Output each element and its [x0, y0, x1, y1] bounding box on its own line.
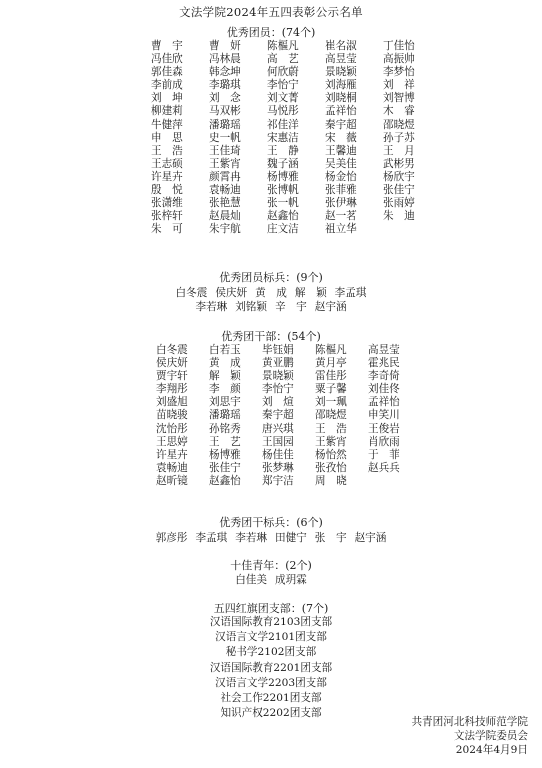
- member-name: 刘 祥: [383, 79, 415, 92]
- model-cadre-name: 田健宁: [275, 532, 307, 544]
- member-name: 曹 宇: [151, 40, 183, 52]
- cadre-name: 白冬震: [156, 344, 188, 356]
- cadre-name: 李奇倚: [368, 370, 400, 383]
- member-name: 张雨婷: [383, 197, 415, 210]
- member-name: 祖立华: [325, 223, 357, 236]
- cadre-name: 赵昕镜: [156, 474, 188, 487]
- member-name: 张博帆: [267, 184, 299, 197]
- member-name: 李怡宁: [267, 79, 299, 92]
- cadre-name: 张梦琳: [262, 461, 294, 474]
- cadre-name: 许星卉: [156, 448, 188, 461]
- member-name: 高振帅: [383, 53, 415, 66]
- cadre-name: 郑宇洁: [262, 474, 294, 487]
- signature-block: [411, 715, 528, 758]
- member-name: 王馨迪: [325, 144, 357, 157]
- cadre-name: 王思婷: [156, 435, 188, 448]
- red-flag-branch-item: 汉语国际教育2103团支部: [209, 616, 333, 628]
- model-members-line-1: [0, 285, 542, 300]
- member-name: 张艳慧: [209, 197, 241, 210]
- cadre-name: [368, 475, 421, 488]
- cadre-name: 赵兵兵: [368, 461, 400, 474]
- member-name: 丁佳怡: [383, 40, 415, 52]
- cadre-name: 高昱莹: [368, 344, 400, 356]
- member-name: 邵晓煜: [383, 118, 415, 131]
- model-cadre-name: 李若琳: [235, 532, 267, 544]
- member-name: 郭佳森: [151, 66, 183, 79]
- model-member-name: 李若琳: [195, 301, 228, 313]
- member-name: 庄文洁: [267, 223, 299, 236]
- section-heading-excellent-members: 优秀团员：(74个): [226, 26, 316, 39]
- member-name: 殷 悦: [151, 184, 183, 197]
- member-name: 马悦彤: [267, 105, 299, 118]
- model-cadre-name: 郭彦彤: [155, 532, 188, 544]
- cadre-name: 刘盛旭: [156, 396, 188, 409]
- member-name: 高昱莹: [325, 53, 357, 66]
- cadre-name: 霍兆民: [368, 357, 400, 370]
- member-name: 朱宇航: [209, 223, 241, 236]
- member-name: 王 浩: [151, 144, 183, 157]
- member-name: 张一帆: [267, 197, 299, 210]
- red-flag-branch-item: 秘书学2102团支部: [225, 646, 317, 659]
- member-name: 刘海雁: [325, 79, 357, 92]
- member-name: 高 艺: [267, 53, 299, 66]
- red-flag-branch-item: 汉语国际教育2201团支部: [209, 661, 333, 674]
- member-name: 吴美佳: [325, 157, 357, 170]
- member-name: 朱 迪: [383, 210, 415, 223]
- cadre-name: 黄月亭: [315, 357, 347, 370]
- member-name: 杨欣宇: [383, 170, 415, 183]
- cadre-name: 刘思宇: [209, 396, 241, 409]
- member-name: 申 思: [151, 131, 183, 144]
- member-name: 刘智博: [383, 92, 415, 105]
- member-name: 祁佳洋: [267, 118, 299, 131]
- model-member-name: 侯庆妍: [215, 287, 248, 299]
- cadre-name: 邵晓煜: [315, 409, 347, 422]
- member-name: [383, 223, 441, 236]
- cadre-name: 杨佳佳: [262, 448, 294, 461]
- member-name: 刘 坤: [151, 92, 183, 105]
- signature-org-line-2: 文法学院委员会: [453, 730, 528, 743]
- section-heading-top-youth: 十佳青年：(2个): [230, 559, 312, 572]
- cadre-name: 王俊岩: [368, 422, 400, 435]
- cadre-name: 毕钰娟: [262, 344, 294, 356]
- member-name: 陈樞凡: [267, 40, 299, 52]
- member-name: 曹 妍: [209, 40, 241, 52]
- member-name: 许星卉: [151, 170, 183, 183]
- member-name: 杨金怡: [325, 170, 357, 183]
- member-name: 赵晨灿: [209, 210, 241, 223]
- cadre-name: 景晓颖: [262, 370, 294, 383]
- section-heading-model-cadres: 优秀团干标兵：(6个): [219, 516, 323, 529]
- member-name: 牛健萍: [151, 118, 183, 131]
- model-members-line-2: [0, 299, 542, 314]
- member-name: 柳建莉: [151, 105, 183, 118]
- signature-org-line-1: 共青团河北科技师范学院: [411, 716, 528, 728]
- cadre-name: 刘一珮: [315, 396, 347, 409]
- member-name: 张潇维: [151, 197, 183, 210]
- member-name: 颜霄冉: [209, 170, 241, 183]
- red-flag-branch-item: 社会工作2201团支部: [220, 692, 322, 705]
- model-member-name: 辛 宇: [275, 301, 307, 313]
- member-name: 李前成: [151, 79, 183, 92]
- signature-date: 2024年4月9日: [455, 744, 528, 757]
- member-name: 袁畅迪: [209, 184, 241, 197]
- cadre-name: 王紫宵: [315, 435, 347, 448]
- model-cadre-name: 张 宇: [314, 532, 347, 544]
- cadre-name: 张孜怡: [315, 461, 347, 474]
- member-name: 王 静: [267, 144, 299, 157]
- excellent-members-grid: [151, 40, 441, 236]
- cadre-name: 刘 煊: [262, 396, 294, 409]
- member-name: 王志硕: [151, 157, 183, 170]
- page-title: 文法学院2024年五四表彰公示名单: [179, 5, 363, 19]
- member-name: 史一帆: [209, 131, 241, 144]
- cadre-name: 李翔彤: [156, 383, 188, 396]
- red-flag-branch-item: 汉语言文学2203团支部: [215, 676, 327, 689]
- section-heading-model-members: 优秀团员标兵：(9个): [219, 271, 323, 284]
- member-name: 王佳琦: [209, 144, 241, 157]
- cadre-name: 赵鑫怡: [209, 474, 241, 487]
- section-heading-cadres: 优秀团干部：(54个): [221, 330, 321, 343]
- cadres-grid: [156, 344, 446, 488]
- member-name: 刘文菁: [267, 92, 299, 105]
- member-name: 武彬男: [383, 157, 415, 170]
- model-cadre-name: 李孟琪: [195, 532, 228, 544]
- cadre-name: 刘佳佟: [368, 383, 400, 396]
- member-name: 崔名淑: [325, 40, 357, 52]
- member-name: 赵鑫怡: [267, 210, 299, 223]
- member-name: 刘 念: [209, 92, 241, 105]
- member-name: 潘璐瑶: [209, 118, 241, 131]
- model-member-name: 赵宇涵: [314, 301, 347, 313]
- member-name: 景晓颖: [325, 66, 357, 79]
- cadre-name: 孟祥怡: [368, 396, 400, 409]
- member-name: 赵一茗: [325, 210, 357, 223]
- member-name: 魏子涵: [267, 157, 299, 170]
- model-member-name: 解 颖: [294, 287, 327, 299]
- cadre-name: 粟子馨: [315, 383, 347, 396]
- red-flag-branch-list: [0, 615, 542, 721]
- member-name: 朱 可: [151, 223, 183, 236]
- member-name: 何欣蔚: [267, 66, 299, 79]
- member-name: 木 睿: [383, 105, 415, 118]
- cadre-name: 杨博雅: [209, 448, 241, 461]
- member-name: 秦宇超: [325, 118, 357, 131]
- cadre-name: 王国园: [262, 435, 294, 448]
- model-member-name: 黄 成: [255, 287, 287, 299]
- member-name: 宋惠洁: [267, 131, 299, 144]
- model-cadre-name: 赵宇涵: [354, 532, 387, 544]
- cadre-name: 雷佳彤: [315, 370, 347, 383]
- section-heading-red-flag-branches: 五四红旗团支部：(7个): [213, 602, 329, 615]
- cadre-name: 杨怡然: [315, 448, 347, 461]
- cadre-name: 唐兴琪: [262, 422, 294, 435]
- member-name: 王 月: [383, 144, 415, 157]
- cadre-name: 李 颜: [209, 383, 241, 396]
- member-name: 冯佳欣: [151, 53, 183, 66]
- cadre-name: 肖欣雨: [368, 435, 400, 448]
- member-name: 宋 薇: [325, 131, 357, 144]
- member-name: 孙子苏: [383, 131, 415, 144]
- cadre-name: 袁畅迪: [156, 461, 188, 474]
- cadre-name: 申笑川: [368, 409, 400, 422]
- cadre-name: 侯庆妍: [156, 357, 188, 370]
- member-name: 孟祥怡: [325, 105, 357, 118]
- member-name: 张伊琳: [325, 197, 357, 210]
- cadre-name: 白若玉: [209, 344, 241, 356]
- top-youth-line: [0, 572, 542, 587]
- cadre-name: 王 艺: [209, 435, 241, 448]
- cadre-name: 贾宇轩: [156, 370, 188, 383]
- model-member-name: 李孟琪: [334, 287, 367, 299]
- red-flag-branch-item: 汉语言文学2101团支部: [215, 631, 327, 644]
- member-name: 刘晓桐: [325, 92, 357, 105]
- member-name: 张佳宁: [383, 184, 415, 197]
- cadre-name: 王 浩: [315, 422, 347, 435]
- member-name: 杨博雅: [267, 170, 299, 183]
- cadre-name: 沈怡彤: [156, 422, 188, 435]
- member-name: 张梓轩: [151, 210, 183, 223]
- top-youth-name: 白佳美: [235, 574, 267, 586]
- member-name: 李梦怡: [383, 66, 415, 79]
- cadre-name: 苗晓骏: [156, 409, 188, 422]
- cadre-name: 张佳宁: [209, 461, 241, 474]
- cadre-name: 孙铭秀: [209, 422, 241, 435]
- cadre-name: 周 晓: [315, 474, 347, 487]
- cadre-name: 李怡宁: [262, 383, 294, 396]
- cadre-name: 陈樞凡: [315, 344, 347, 356]
- model-member-name: 刘铭颖: [235, 301, 267, 313]
- cadre-name: 秦宇超: [262, 409, 294, 422]
- member-name: 李璐琪: [209, 79, 241, 92]
- cadre-name: 潘璐瑶: [209, 409, 241, 422]
- model-cadres-line: [0, 530, 542, 545]
- member-name: 冯林晨: [209, 53, 241, 66]
- top-youth-name: 成玥霖: [275, 574, 307, 586]
- member-name: 王紫宵: [209, 157, 241, 170]
- model-member-name: 白冬震: [175, 287, 208, 299]
- cadre-name: 于 菲: [368, 448, 400, 461]
- red-flag-branch-item: 知识产权2202团支部: [220, 707, 322, 720]
- cadre-name: 解 颖: [209, 370, 241, 383]
- member-name: 马双彬: [209, 105, 241, 118]
- member-name: 韩念坤: [209, 66, 241, 79]
- cadre-name: 黄亚鹏: [262, 357, 294, 370]
- member-name: 张菲雅: [325, 184, 357, 197]
- cadre-name: 黄 成: [209, 357, 241, 370]
